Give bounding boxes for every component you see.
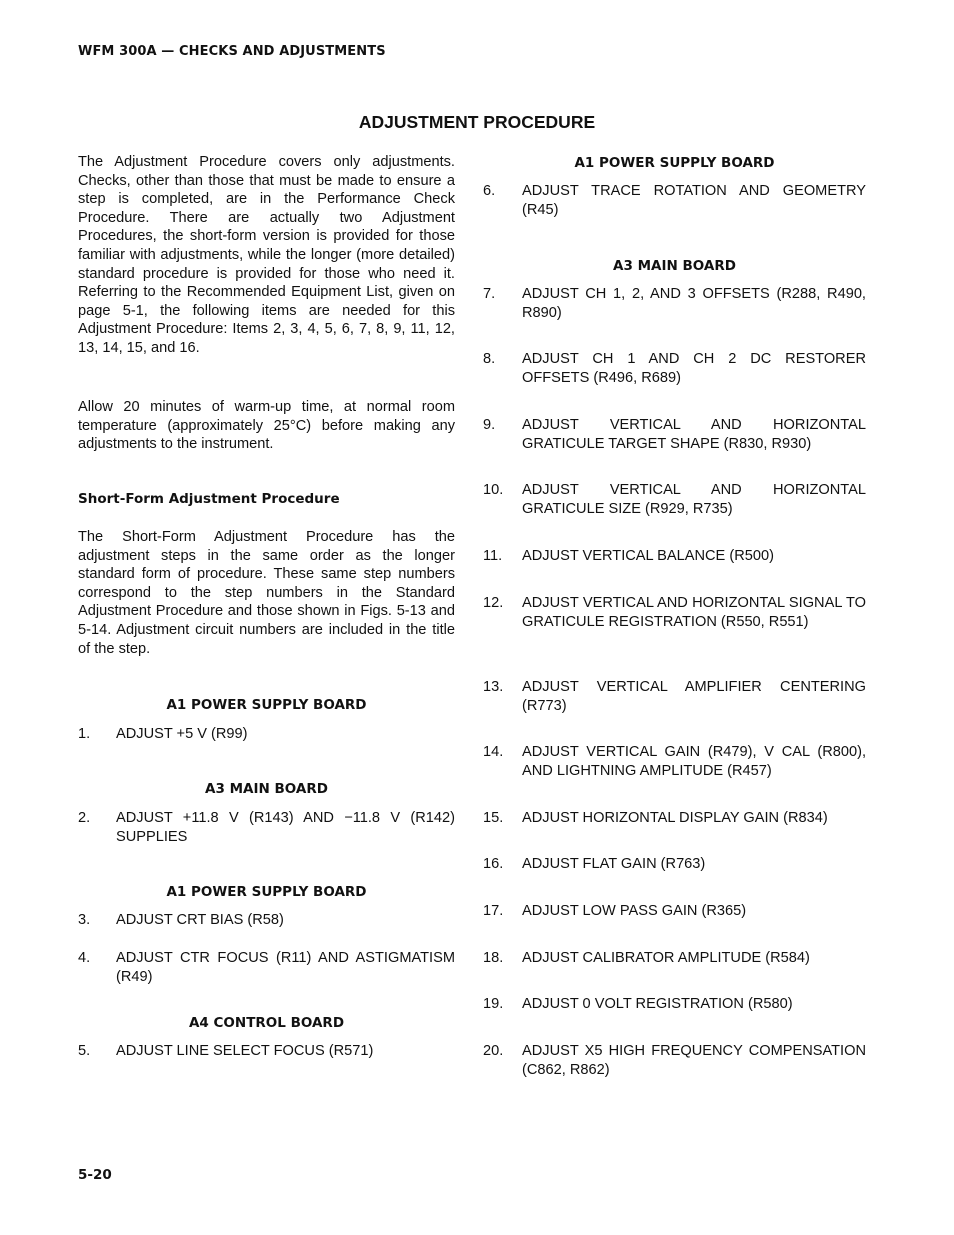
intro-paragraph: The Adjustment Procedure covers only adjustments. Checks, other than those that must be made to ensure a step is completed, are in the Performance Check Procedure. There are actually two Adjustment Procedures, the short-form version is provided for those familiar with adjustments, while the longer (more detailed) standard procedure is provided for those who need it. Referring to the Recommended Equipment List, given on page 5-1, the following items are needed for this Adjustment Procedure: Items 2, 3, 4, 5, 6, 7, 8, 9, 11, 12, 13, 14, 15, and 16. (78, 154, 455, 356)
step-number: 18. (483, 950, 504, 966)
step-text: ADJUST CALIBRATOR AMPLITUDE (R584) (522, 950, 810, 966)
step-number: 20. (483, 1043, 504, 1059)
step-text: ADJUST VERTICAL GAIN (R479), V CAL (R800), AND LIGHTNING AMPLITUDE (R457) (522, 744, 866, 779)
page-number: 5-20 (78, 1167, 112, 1183)
short-form-paragraph: The Short-Form Adjustment Procedure has the adjustment steps in the same order as the longer standard form of procedure. These same step numbers correspond to the step numbers in the Standard Adjustment Procedure and those shown in Figs. 5-13 and 5-14. Adjustment circuit numbers are included in the title of the step. (78, 529, 455, 657)
step-text: ADJUST CH 1 AND CH 2 DC RESTORER OFFSETS (R496, R689) (522, 351, 866, 386)
step-text: ADJUST +5 V (R99) (116, 726, 248, 742)
board-heading-a1-power-supply: A1 POWER SUPPLY BOARD (166, 697, 367, 713)
step-text: ADJUST CTR FOCUS (R11) AND ASTIGMATISM (R49) (116, 950, 455, 985)
step-number: 6. (483, 183, 496, 199)
step-number: 10. (483, 482, 504, 498)
step-number: 5. (78, 1043, 91, 1059)
step-text: ADJUST HORIZONTAL DISPLAY GAIN (R834) (522, 810, 828, 826)
step-text: ADJUST FLAT GAIN (R763) (522, 856, 706, 872)
step-number: 9. (483, 417, 496, 433)
board-heading-a1-power-supply: A1 POWER SUPPLY BOARD (574, 155, 775, 171)
step-number: 2. (78, 810, 91, 826)
step-number: 13. (483, 679, 504, 695)
step-text: ADJUST LINE SELECT FOCUS (R571) (116, 1043, 374, 1059)
step-number: 11. (483, 548, 503, 564)
step-text: ADJUST X5 HIGH FREQUENCY COMPENSATION (C862, R862) (522, 1043, 866, 1078)
step-number: 19. (483, 996, 504, 1012)
short-form-heading: Short-Form Adjustment Procedure (78, 491, 340, 507)
step-number: 4. (78, 950, 91, 966)
board-heading-a3-main: A3 MAIN BOARD (613, 258, 736, 274)
step-number: 17. (483, 903, 504, 919)
warmup-paragraph: Allow 20 minutes of warm-up time, at normal room temperature (approximately 25°C) before making any adjustments to the instrument. (78, 399, 455, 453)
step-text: ADJUST VERTICAL BALANCE (R500) (522, 548, 774, 564)
step-text: ADJUST LOW PASS GAIN (R365) (522, 903, 747, 919)
step-text: ADJUST CRT BIAS (R58) (116, 912, 284, 928)
step-text: ADJUST TRACE ROTATION AND GEOMETRY (R45) (522, 183, 866, 218)
running-head: WFM 300A — CHECKS AND ADJUSTMENTS (78, 44, 386, 59)
page-title: ADJUSTMENT PROCEDURE (358, 112, 596, 132)
step-number: 15. (483, 810, 504, 826)
step-number: 16. (483, 856, 504, 872)
step-text: ADJUST +11.8 V (R143) AND −11.8 V (R142) SUPPLIES (116, 810, 455, 845)
step-text: ADJUST 0 VOLT REGISTRATION (R580) (522, 996, 793, 1012)
step-text: ADJUST VERTICAL AND HORIZONTAL GRATICULE TARGET SHAPE (R830, R930) (522, 417, 866, 452)
step-number: 3. (78, 912, 91, 928)
step-number: 8. (483, 351, 496, 367)
step-number: 7. (483, 286, 496, 302)
step-text: ADJUST VERTICAL AMPLIFIER CENTERING (R773) (522, 679, 866, 714)
step-text: ADJUST CH 1, 2, AND 3 OFFSETS (R288, R490, R890) (522, 286, 866, 321)
step-number: 1. (78, 726, 91, 742)
step-number: 14. (483, 744, 504, 760)
step-text: ADJUST VERTICAL AND HORIZONTAL GRATICULE SIZE (R929, R735) (522, 482, 866, 517)
board-heading-a4-control: A4 CONTROL BOARD (188, 1015, 345, 1031)
board-heading-a3-main: A3 MAIN BOARD (205, 781, 328, 797)
step-text: ADJUST VERTICAL AND HORIZONTAL SIGNAL TO GRATICULE REGISTRATION (R550, R551) (522, 595, 866, 630)
step-number: 12. (483, 595, 504, 611)
board-heading-a1-power-supply: A1 POWER SUPPLY BOARD (166, 884, 367, 900)
